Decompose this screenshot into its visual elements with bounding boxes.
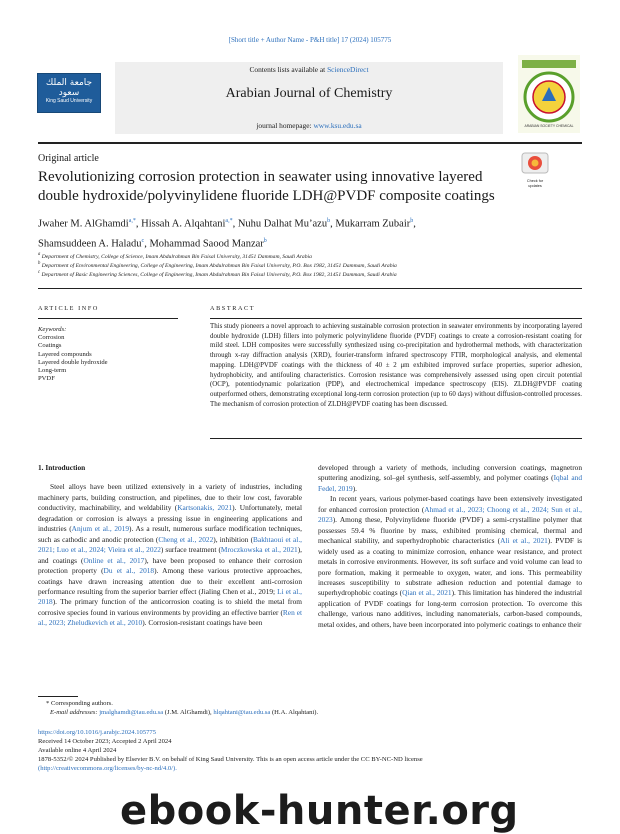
homepage-link[interactable]: www.ksu.edu.sa bbox=[313, 121, 362, 130]
journal-title: Arabian Journal of Chemistry bbox=[225, 86, 393, 101]
paragraph-text: ). The primary function of the anticorrosion coating is to shield the metal from corrosive species found in various environments by providing an effective barrier ( bbox=[38, 597, 302, 617]
paragraph-text: ). bbox=[352, 483, 357, 493]
citation-link[interactable]: Cheng et al., 2022 bbox=[158, 534, 214, 544]
right-column-text bbox=[318, 463, 582, 630]
author-line-2: Shamsuddeen A. Haladu$^c$, Mohammad Saood Manzar$^b$ bbox=[38, 237, 267, 249]
watermark-text: ebook-hunter.org bbox=[120, 788, 519, 834]
abstract-divider bbox=[210, 318, 582, 319]
author-affiliation-mark[interactable]: b bbox=[263, 237, 267, 244]
affiliation-a: $^a$ Department of Chemistry, College of Science, Imam Abdulrahman Bin Faisal University, 31451 Dammam, Saudi Arabia bbox=[38, 252, 312, 260]
available-online: Available online 4 April 2024 bbox=[38, 747, 117, 754]
introduction-heading: 1. Introduction bbox=[38, 463, 86, 472]
citation-link[interactable]: Iqbal and Fedel, 2019 bbox=[318, 473, 582, 493]
running-title: [Short title + Author Name - P&H title] 17 (2024) 105775 bbox=[228, 36, 392, 44]
keyword: Corrosion bbox=[38, 334, 65, 342]
section-divider bbox=[38, 288, 582, 289]
sciencedirect-link[interactable]: ScienceDirect bbox=[327, 65, 369, 74]
corresponding-note: * Corresponding authors. bbox=[46, 700, 113, 707]
paragraph-text: ). Unfortunately, metal degradation or corrosion is always a pressing issue in engineering applications and industries ( bbox=[38, 503, 302, 534]
paragraph-text: In recent years, various polymer-based coatings have been extensively investigated for enhanced corrosion protection ( bbox=[318, 494, 582, 514]
author-name: Jwaher M. AlGhamdi bbox=[38, 218, 129, 230]
paragraph-text: ) surface treatment ( bbox=[160, 545, 221, 555]
footnote-divider bbox=[38, 696, 78, 697]
check-updates-label: Check for updates bbox=[526, 179, 544, 188]
author-name: Hissah A. Alqahtani bbox=[141, 218, 226, 230]
abstract-bottom-divider bbox=[210, 438, 582, 439]
article-title: Revolutionizing corrosion protection in seawater using innovative layered double hydroxide/polyvinylidene fluoride LDH@PVDF composite coatings bbox=[38, 169, 495, 204]
author-affiliation-mark[interactable]: a,* bbox=[128, 218, 136, 224]
author-name: Mukarram Zubair bbox=[335, 218, 411, 230]
logo-english-text: King Saud University bbox=[45, 98, 93, 104]
citation-link[interactable]: Du et al., 2018 bbox=[103, 566, 155, 576]
citation-link[interactable]: Kartsonakis, 2021 bbox=[177, 503, 233, 513]
article-type: Original article bbox=[38, 153, 99, 164]
author-affiliation-mark[interactable]: c bbox=[141, 237, 145, 244]
doi-link[interactable]: https://doi.org/10.1016/j.arabjc.2024.105775 bbox=[38, 729, 157, 736]
paragraph-text: ). Among these, Polyvinylidene fluoride (PVDF) a semi-crystalline polymer that possesses 59.4 % fluorine by mass, exhibited promising chemical, thermal and mechanical stability, and superhydrophobic characteristics ( bbox=[318, 515, 582, 546]
citation-link[interactable]: Ali et al., 2021 bbox=[500, 536, 548, 546]
header-divider bbox=[38, 142, 582, 144]
email-line: E-mail addresses: jmalghamdi@iau.edu.sa (J.M. AlGhamdi), hlqahtani@iau.edu.sa (H.A. Alqahtani). bbox=[50, 709, 319, 716]
author-name: Mohammad Saood Manzar bbox=[149, 238, 264, 249]
citation-link[interactable]: Mroczkowska et al., 2021 bbox=[220, 545, 298, 555]
paragraph-text: ). Among these various protective approaches, coatings have drawn increasing attention due to their excellent anti-corrosion performance resulting from the superior barrier effect (Jialing Chen et al., 2019; bbox=[38, 566, 302, 596]
society-emblem-icon bbox=[518, 55, 580, 133]
journal-header-box bbox=[115, 62, 503, 134]
affiliation-c: $^c$ Department of Basic Engineering Sciences, College of Engineering, Imam Abdulrahman Bin Faisal University, P.O. Box 1982, 31451 Dammam, Saudi Arabia bbox=[38, 270, 397, 278]
paragraph-text: ). Corrosion-resistant coatings have been bbox=[142, 618, 263, 628]
email-link-1[interactable]: jmalghamdi@iau.edu.sa bbox=[99, 709, 164, 716]
keyword: Long-term bbox=[38, 367, 67, 375]
copyright-line: 1878-5352/© 2024 Published by Elsevier B.V. on behalf of King Saud University. This is an open access article under the CC BY-NC-ND license bbox=[38, 756, 423, 763]
body-paragraph bbox=[38, 482, 302, 628]
left-column-text bbox=[38, 482, 302, 628]
body-paragraph bbox=[318, 463, 582, 494]
email-link-2[interactable]: hlqahtani@iau.edu.sa bbox=[213, 709, 271, 716]
citation-link[interactable]: Bakhtaoui et al., 2021; Luo et al., 2024; Vieira et al., 2022 bbox=[38, 534, 303, 555]
license-link[interactable]: (http://creativecommons.org/licenses/by-nc-nd/4.0/). bbox=[38, 765, 177, 772]
logo-arabic-text: جامعة الملك سعود bbox=[45, 78, 93, 98]
paragraph-text: ). This limitation has hindered the industrial application of PVDF coatings for long-term corrosion protection. To overcome this challenge, various nano additives, including nanomaterials, carbon-based compounds, metal oxides, and others, have been incorporated into polymeric coatings to enhance their bbox=[318, 588, 582, 629]
author-name: Nuhu Dalhat Mu’azu bbox=[237, 218, 328, 230]
info-divider bbox=[38, 318, 178, 319]
keyword: PVDF bbox=[38, 375, 55, 383]
check-for-updates-button[interactable] bbox=[520, 152, 550, 188]
keyword: Layered compounds bbox=[38, 350, 92, 358]
citation-link[interactable]: Anjum et al., 2019 bbox=[71, 524, 130, 534]
paragraph-text: developed through a variety of methods, including conversion coatings, magnetron sputtering anodizing, sol–gel synthesis, self-assembly, and polymer coatings ( bbox=[318, 463, 582, 483]
author-name: Shamsuddeen A. Haladu bbox=[38, 238, 142, 249]
check-updates-icon bbox=[520, 152, 550, 174]
citation-link[interactable]: Qian et al., 2021 bbox=[402, 588, 452, 598]
received-dates: Received 14 October 2023; Accepted 2 April 2024 bbox=[38, 738, 172, 745]
king-saud-university-logo bbox=[37, 73, 101, 113]
keywords-block bbox=[38, 326, 108, 383]
article-info-heading: ARTICLE INFO bbox=[38, 305, 99, 312]
paragraph-text: ), inhibition ( bbox=[213, 534, 254, 544]
contents-line: Contents lists available at ScienceDirect bbox=[249, 65, 369, 74]
author-line-1: Jwaher M. AlGhamdi$^{a,*}$, Hissah A. Alqahtani$^{a,*}$, Nuhu Dalhat Mu’azu$^b$, Mukarram Zubair$^b$, bbox=[38, 218, 416, 230]
paragraph-text: ), and coatings ( bbox=[38, 545, 302, 565]
citation-link[interactable]: Ahmad et al., 2023; Choong et al., 2024; Sun et al., 2023 bbox=[318, 504, 582, 525]
author-affiliation-mark[interactable]: b bbox=[327, 218, 331, 224]
citation-link[interactable]: Online et al., 2017 bbox=[83, 555, 145, 565]
body-paragraph bbox=[318, 494, 582, 630]
homepage-line: journal homepage: www.ksu.edu.sa bbox=[256, 121, 362, 130]
paragraph-text: ). PVDF is widely used as a coating to minimize corrosion, enhance wear resistance, and protect metals in corrosive environments. However, its soft surface and void volume can lead to pore formation, making it permeable to oxygen, water, and ions. This permeability increases susceptibility to substrate adhesion reduction and potential damage to superhydrophobic coatings ( bbox=[318, 536, 582, 598]
paragraph-text: ). As a result, numerous surface modification techniques, such as cathodic and anodic protection ( bbox=[38, 524, 303, 544]
arabian-chemical-society-logo bbox=[518, 55, 580, 133]
society-logo-text: ARABIAN SOCIETY CHEMICAL bbox=[524, 124, 574, 128]
author-affiliation-mark[interactable]: b bbox=[410, 218, 414, 224]
abstract-heading: ABSTRACT bbox=[210, 305, 256, 312]
body-right-column bbox=[318, 463, 582, 630]
citation-link[interactable]: Ren et al., 2023; Zheludkevich et al., 2010 bbox=[38, 607, 302, 628]
keyword: Layered double hydroxide bbox=[38, 358, 108, 366]
citation-link[interactable]: Li et al., 2018 bbox=[38, 586, 302, 607]
paragraph-text: Steel alloys have been utilized extensively in a variety of industries, including machinery parts, building construction, and pipelines, due to their low cost, favorable conductivity, machinability, and weldability ( bbox=[38, 482, 302, 513]
keywords-label: Keywords: bbox=[38, 326, 67, 333]
paragraph-text: ), have been proposed to enhance their corrosion protection property ( bbox=[38, 555, 302, 576]
author-list bbox=[38, 213, 578, 252]
affiliation-b: $^b$ Department of Environmental Engineering, College of Engineering, Imam Abdulrahman Bin Faisal University, P.O. Box 1982, 31451 Dammam, Saudi Arabia bbox=[38, 261, 397, 269]
author-affiliation-mark[interactable]: a,* bbox=[225, 218, 233, 224]
abstract-text: This study pioneers a novel approach to achieving sustainable corrosion protection in seawater environments by incorporating layered double hydroxide (LDH) fillers into polymeric polyvinylidene fluoride (PVDF) coatings to create a corrosion-resistant coating for mild steel. LDH composites were successfully synthesized using co-precipitation and hydrothermal methods, with characterization through x-ray diffraction analysis (XRD), fourier-transform infrared spectroscopy FTIR, morphological analysis, and elemental mapping. LDH@PVDF coatings with the thickness of 40 ± 2 μm exhibited improved surface properties, superior adhesion, hydrophobicity, and antifouling characteristics. Corrosion resistance was comprehensively assessed using open circuit potential (OCP), potentiodynamic polarization (PDP), and electrochemical impedance spectroscopy (EIS). ZLDH@PVDF coating outperformed others, demonstrating exceptional long-term corrosion protection (up to 60 days) without diffusion-controlled processes. The mechanism of corrosion protection of ZLDH@PVDF coating has been discussed. bbox=[210, 323, 582, 408]
keyword: Coatings bbox=[38, 342, 62, 350]
body-left-column bbox=[38, 463, 302, 629]
